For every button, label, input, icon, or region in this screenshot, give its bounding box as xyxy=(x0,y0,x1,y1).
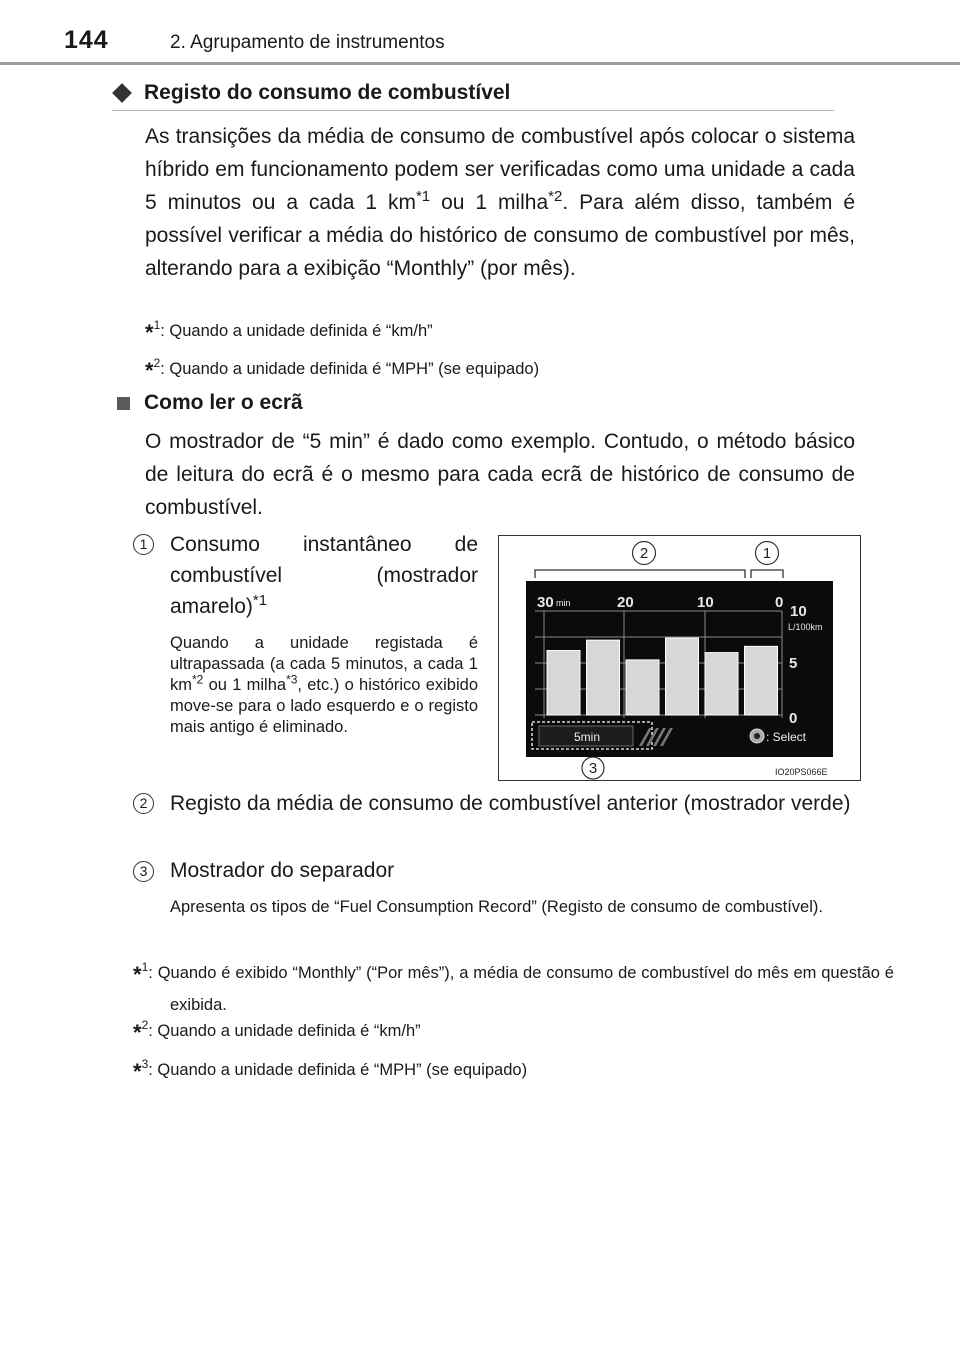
footnote: *$^2$: Quando a unidade definida é “km/h” xyxy=(133,1018,421,1045)
footnote: *$^3$: Quando a unidade definida é “MPH” (se equipado) xyxy=(133,1057,528,1084)
fuel-bar-3 xyxy=(626,660,659,715)
square-bullet-icon xyxy=(117,397,130,410)
section-heading xyxy=(112,80,834,111)
item-number-1: 1 xyxy=(133,534,154,555)
y-unit-label: L/100km xyxy=(788,622,823,632)
figure-code: IO20PS066E xyxy=(775,767,828,777)
y-tick-label: 0 xyxy=(789,710,798,727)
page-header xyxy=(0,0,960,64)
item-number-2: 2 xyxy=(133,793,154,814)
subsection-title: Como ler o ecrã xyxy=(144,391,303,414)
fuel-record-figure xyxy=(498,535,861,781)
bracket-current xyxy=(751,570,783,578)
paragraph-text: ou 1 milha xyxy=(430,191,549,214)
chapter-title: 2. Agrupamento de instrumentos xyxy=(170,32,445,53)
paragraph-text: As transições da média de consumo de combustível após colocar o sistema híbrido em funcionamento podem ser verificadas como uma unidade a cada 5 minutos ou a cada 1 km xyxy=(145,125,855,214)
item-title: Consumo instantâneo de combustível (mostrador amarelo)$^{*1}$ xyxy=(170,533,478,618)
item-description: Apresenta os tipos de “Fuel Consumption Record” (Registo de consumo de combustível). xyxy=(170,898,823,916)
fuel-bar-5 xyxy=(705,653,738,715)
callout-1: 1 xyxy=(762,545,772,562)
footnote-ref: *2 xyxy=(192,672,204,687)
footnote-ref: *2 xyxy=(548,188,563,205)
x-unit-label: min xyxy=(556,598,571,608)
x-tick-label: 20 xyxy=(617,594,634,611)
bracket-previous xyxy=(535,570,745,578)
footnote-ref: *1 xyxy=(252,592,268,609)
footnote: *$^2$: Quando a unidade definida é “MPH” (se equipado) xyxy=(145,356,540,383)
fuel-bar-6 xyxy=(745,646,778,715)
x-tick-label: 0 xyxy=(775,594,784,611)
subsection-paragraph: O mostrador de “5 min” é dado como exemplo. Contudo, o método básico de leitura do ecrã é o mesmo para cada ecrã de histórico de consumo de combustível. xyxy=(145,430,855,519)
section-paragraph xyxy=(145,120,855,285)
item-description: Quando a unidade registada é ultrapassada (a cada 5 minutos, a cada 1 $km^{*2}$ ou 1 milha$^{*3}$, etc.) o histórico exibido move-se para o lado esquerdo e o registo mais antigo é eliminado. xyxy=(170,634,478,736)
footnote: *$^1$: Quando é exibido “Monthly” (“Por mês”), a média de consumo de combustível do mês em questão é exibida. xyxy=(133,960,894,1014)
x-tick-label: 30 xyxy=(537,594,554,611)
page-number: 144 xyxy=(64,26,109,54)
paragraph-text: . Para além disso, também é possível verificar a média do histórico de consumo de combustível por mês, alterando para a exibição “Monthly” (por mês). xyxy=(145,191,855,280)
diamond-bullet-icon xyxy=(112,83,132,103)
item-number-3: 3 xyxy=(133,861,154,882)
item-title: Mostrador do separador xyxy=(170,859,395,882)
section-title: Registo do consumo de combustível xyxy=(144,81,511,104)
callout-3: 3 xyxy=(588,760,598,777)
tab-label: 5min xyxy=(574,730,601,744)
x-tick-label: 10 xyxy=(697,594,714,611)
fuel-bar-1 xyxy=(547,651,580,715)
header-rule xyxy=(0,62,960,65)
footnote-ref: *1 xyxy=(415,188,431,205)
fuel-record-diagram xyxy=(499,536,860,780)
item-title: Registo da média de consumo de combustível anterior (mostrador verde) xyxy=(170,792,851,815)
footnote-ref: *3 xyxy=(286,672,298,687)
y-tick-label: 10 xyxy=(790,603,807,620)
fuel-bar-4 xyxy=(666,638,699,715)
y-tick-label: 5 xyxy=(789,655,798,672)
callout-2: 2 xyxy=(639,545,649,562)
fuel-bar-2 xyxy=(587,640,620,715)
select-label: : Select xyxy=(766,730,807,744)
footnote: *$^1$: Quando a unidade definida é “km/h” xyxy=(145,318,433,345)
